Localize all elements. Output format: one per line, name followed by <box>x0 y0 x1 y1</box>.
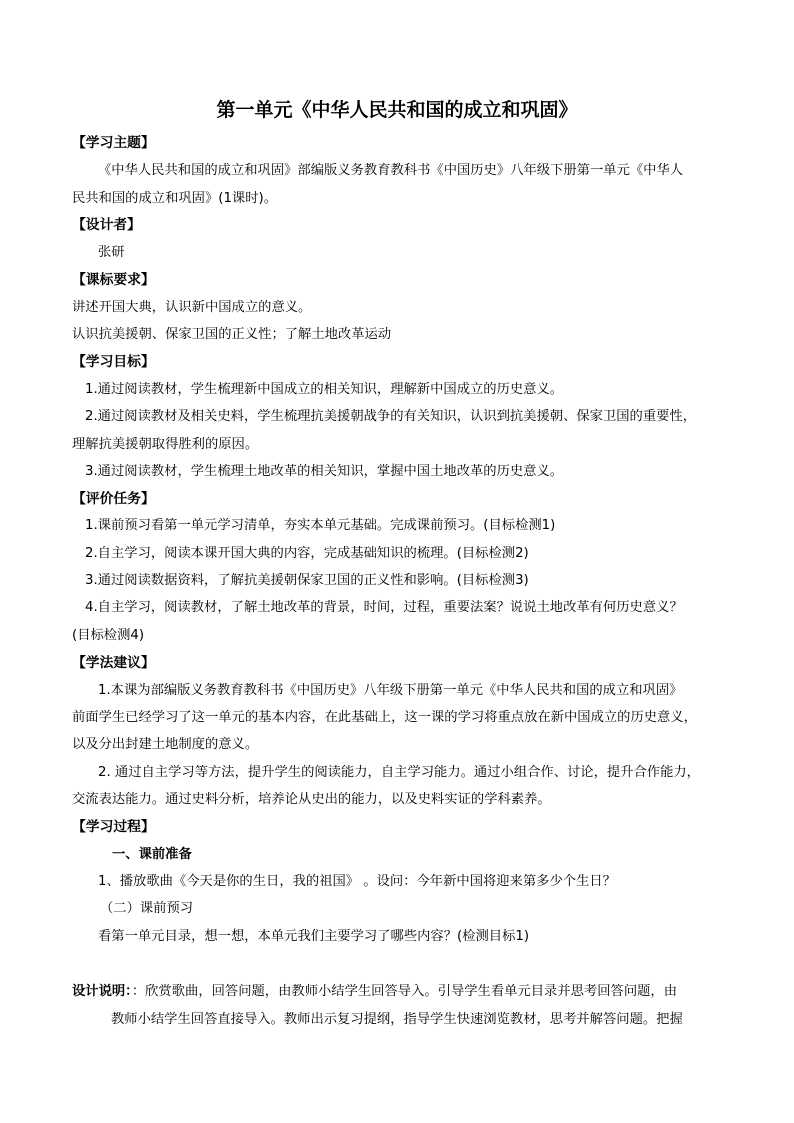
method-line-2: 前面学生已经学习了这一单元的基本内容，在此基础上，这一课的学习将重点放在新中国成立的历史意义， <box>72 710 697 725</box>
section-heading-goals: 【学习目标】 <box>72 354 155 370</box>
method-line-5: 交流表达能力。通过史料分析，培养论从史出的能力，以及史料实证的学科素养。 <box>72 792 551 807</box>
design-note-label: 设计说明： <box>72 984 132 999</box>
section-heading-tasks: 【评价任务】 <box>72 491 155 507</box>
section-heading-methods: 【学法建议】 <box>72 655 155 671</box>
design-note-text-1: ：欣赏歌曲，回答问题，由教师小结学生回答导入。引导学生看单元目录并思考回答问题，由 <box>131 984 678 999</box>
method-line-3: 以及分出封建土地制度的意义。 <box>72 737 259 752</box>
section-heading-designer: 【设计者】 <box>72 217 141 233</box>
goal-line-1: 1.通过阅读教材，学生梳理新中国成立的相关知识，理解新中国成立的历史意义。 <box>85 382 564 397</box>
standards-line-2: 认识抗美援朝、保家卫国的正义性；了解土地改革运动 <box>72 327 392 342</box>
task-line-4: 4.自主学习，阅读教材，了解土地改革的背景，时间，过程，重要法案？说说土地改革有何历史意义？ <box>85 600 683 615</box>
process-subheading-1: 一、课前准备 <box>112 847 192 862</box>
standards-line-1: 讲述开国大典，认识新中国成立的意义。 <box>72 300 312 315</box>
process-subheading-2: （二）课前预习 <box>100 901 194 916</box>
goal-line-3: 理解抗美援朝取得胜利的原因。 <box>72 437 259 452</box>
design-note-line-1 <box>72 983 677 1001</box>
task-line-2: 2.自主学习，阅读本课开国大典的内容，完成基础知识的梳理。(目标检测2) <box>85 546 529 561</box>
goal-line-4: 3.通过阅读教材，学生梳理土地改革的相关知识，掌握中国土地改革的历史意义。 <box>85 464 564 479</box>
section-heading-topic: 【学习主题】 <box>72 135 155 151</box>
goal-line-2: 2.通过阅读教材及相关史料，学生梳理抗美援朝战争的有关知识，认识到抗美援朝、保家卫国的重要性， <box>85 409 697 424</box>
page-title: 第一单元《中华人民共和国的成立和巩固》 <box>216 99 578 121</box>
section-heading-standards: 【课标要求】 <box>72 272 155 288</box>
topic-line-1: 《中华人民共和国的成立和巩固》部编版义务教育教科书《中国历史》八年级下册第一单元《中华人 <box>98 163 684 178</box>
section-heading-process: 【学习过程】 <box>72 819 155 835</box>
topic-line-2: 民共和国的成立和巩固》(1课时)。 <box>72 191 277 206</box>
task-line-1: 1.课前预习看第一单元学习清单，夯实本单元基础。完成课前预习。(目标检测1) <box>85 518 556 533</box>
design-note-line-2: 教师小结学生回答直接导入。教师出示复习提纲，指导学生快速浏览教材，思考并解答问题。把握 <box>111 1012 683 1027</box>
method-line-4: 2. 通过自主学习等方法，提升学生的阅读能力，自主学习能力。通过小组合作、讨论，提升合作能力， <box>98 765 700 780</box>
process-item-2: 看第一单元目录，想一想，本单元我们主要学习了哪些内容？(检测目标1) <box>98 929 530 944</box>
method-line-1: 1.本课为部编版义务教育教科书《中国历史》八年级下册第一单元《中华人民共和国的成立和巩固》 <box>98 683 683 698</box>
designer-name: 张研 <box>98 245 125 260</box>
task-line-3: 3.通过阅读数据资料，了解抗美援朝保家卫国的正义性和影响。(目标检测3) <box>85 573 529 588</box>
process-item-1: 1、播放歌曲《今天是你的生日，我的祖国》 。设问：今年新中国将迎来第多少个生日？ <box>98 874 616 889</box>
task-line-5: (目标检测4) <box>72 628 145 643</box>
